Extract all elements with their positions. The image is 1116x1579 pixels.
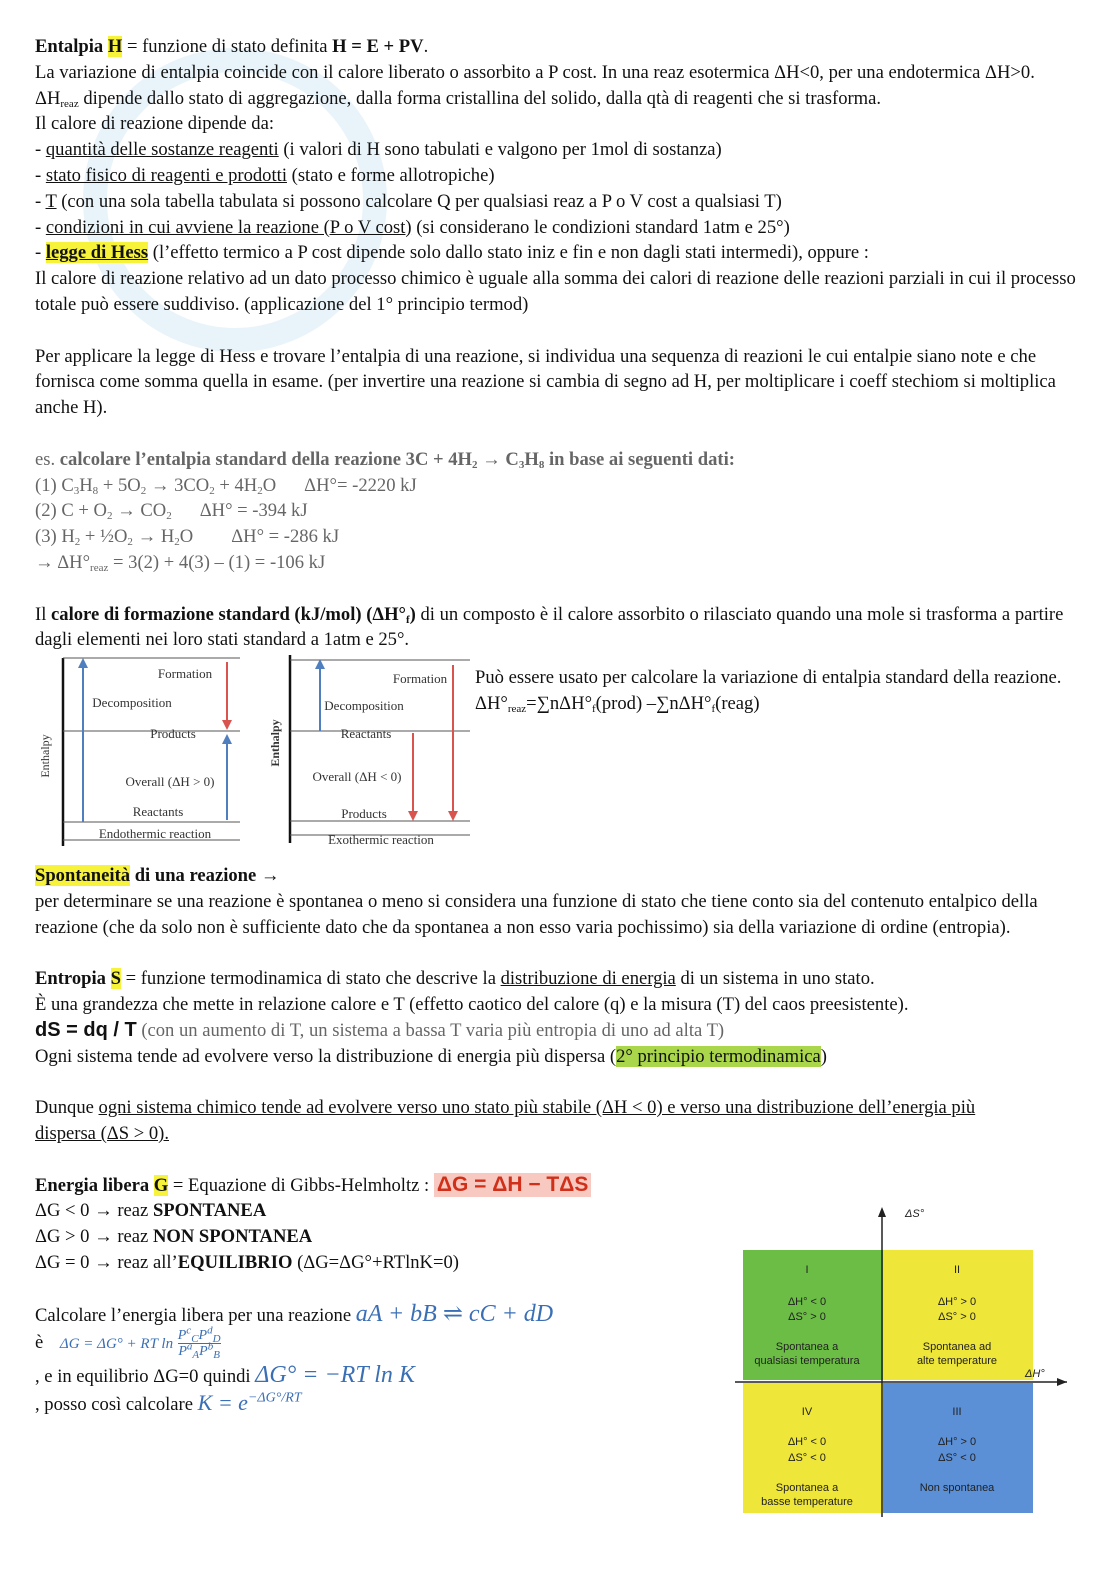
products-label: Products xyxy=(150,726,196,742)
entropy-definition: Entropia S = funzione termodinamica di stato che descrive la distribuzione di energia di un sistema in uno stato. xyxy=(35,968,875,990)
svg-text:ΔH° < 0: ΔH° < 0 xyxy=(787,1436,827,1448)
gibbs-calc-formula: è ΔG = ΔG° + RT ln $P^c_CP^d_D$ $P^a_AP^b_B$ xyxy=(35,1324,221,1362)
formation-label: Formation xyxy=(392,671,448,687)
x-axis-label: ΔH° xyxy=(1025,1368,1045,1380)
svg-text:ΔH° < 0: ΔH° < 0 xyxy=(787,1296,827,1308)
svg-text:ΔS° > 0: ΔS° > 0 xyxy=(788,1311,826,1323)
svg-text:Spontanea ad: Spontanea ad xyxy=(922,1341,992,1353)
svg-text:III: III xyxy=(952,1406,962,1418)
entropy-formula: dS = dq / T (con un aumento di T, un sistema a bassa T varia più entropia di uno ad alta T) xyxy=(35,1018,725,1041)
entropy-conclusion: Dunque ogni sistema chimico tende ad evolvere verso uno stato più stabile (ΔH < 0) e verso una distribuzione dell’energia più dispersa (ΔS > 0). xyxy=(35,1097,976,1145)
entropy-description: È una grandezza che mette in relazione calore e T (effetto caotico del calore (q) e la misura (T) del caos preesistente). xyxy=(35,994,909,1016)
enthalpy-variation: La variazione di entalpia coincide con il calore liberato o assorbito a P cost. In una reaz esotermica ΔH<0, per una endotermica ΔH>0. xyxy=(35,61,1035,83)
list-item: - T (con una sola tabella tabulata si possono calcolare Q per qualsiasi reaz a P o V cost a qualsiasi T) xyxy=(35,190,782,212)
reactants-label: Reactants xyxy=(340,726,392,742)
decomposition-label: Decomposition xyxy=(324,698,404,714)
enthalpy-axis-label: Enthalpy xyxy=(268,719,282,767)
svg-text:basse temperature: basse temperature xyxy=(761,1496,853,1508)
svg-text:ΔS° < 0: ΔS° < 0 xyxy=(788,1452,826,1464)
formation-figures xyxy=(35,653,1085,863)
gibbs-k-calc: , posso così calcolare $K = e^{-\Delta G^\circ/RT}$ xyxy=(35,1390,302,1416)
enthalpy-dependency: $\Delta H_{reaz}$ dipende dallo stato di aggregazione, dalla forma cristallina del solido, dalla qtà di reagenti che si trasforma. xyxy=(35,87,882,110)
svg-text:I: I xyxy=(805,1264,809,1276)
reaction-1: (1) $C_3H_8 + 5O_2 \to 3CO_2 + 4H_2O$ ΔH°= -2220 kJ xyxy=(35,474,417,497)
formation-definition: Il calore di formazione standard (kJ/mol) $(\Delta H^\circ_f)$ di un composto è il calore assorbito o rilasciato quando una mole si trasforma a partire dagli elementi nei loro stati standard a 1atm e 25°. xyxy=(35,603,1064,651)
svg-text:ΔS° > 0: ΔS° > 0 xyxy=(938,1311,976,1323)
exothermic-caption: Exothermic reaction xyxy=(328,832,434,848)
example-title: es. calcolare l’entalpia standard della reazione $3C + 4H_2 \to C_3H_8$ in base ai seguenti dati: xyxy=(35,448,735,471)
svg-text:Non spontanea: Non spontanea xyxy=(919,1482,995,1494)
formation-label: Formation xyxy=(157,666,213,682)
enthalpy-symbol: H xyxy=(107,36,123,57)
spontaneity-text: per determinare se una reazione è spontanea o meno si considera una funzione di stato che tiene conto sia del contenuto entalpico della reazione (che da solo non è sufficiente dato che da spontanea a non esso varia pochissimo) sia della variazione di ordine (entropia). xyxy=(35,890,1038,938)
overall-label: Overall (ΔH > 0) xyxy=(125,774,215,790)
gibbs-equilibrium: , e in equilibrio ΔG=0 quindi ΔG° = −RT ln K xyxy=(35,1362,415,1389)
hess-law-text: Il calore di reazione relativo ad un dato processo chimico è uguale alla somma dei calori di reazione delle reazioni parziali in cui il processo totale può essere suddiviso. (applicazione del 1° principio termod) xyxy=(35,268,1076,315)
products-label: Products xyxy=(341,806,387,822)
list-item-hess: - legge di Hess (l’effetto termico a P cost dipende solo dallo stato iniz e fin e non dagli stati intermedi), oppure : xyxy=(35,242,869,264)
svg-text:ΔH° > 0: ΔH° > 0 xyxy=(937,1436,977,1448)
reaction-2: (2) $C + O_2 \to CO_2$ ΔH° = -394 kJ xyxy=(35,500,308,523)
enthalpy-definition: Entalpia H = funzione di stato definita H = E + PV. xyxy=(35,36,429,57)
heat-intro: Il calore di reazione dipende da: xyxy=(35,113,275,135)
svg-text:alte temperature: alte temperature xyxy=(916,1355,998,1367)
svg-text:ΔH° > 0: ΔH° > 0 xyxy=(937,1296,977,1308)
overall-label: Overall (ΔH < 0) xyxy=(312,769,402,785)
svg-text:Spontanea a: Spontanea a xyxy=(775,1482,839,1494)
gibbs-formula: ΔG = ΔH − TΔS xyxy=(434,1173,591,1197)
gibbs-case-spontaneous: ΔG < 0 → reaz SPONTANEA xyxy=(35,1200,267,1222)
list-item: - stato fisico di reagenti e prodotti (stato e forme allotropiche) xyxy=(35,164,495,186)
endothermic-diagram xyxy=(35,656,250,851)
svg-text:qualsiasi temperatura: qualsiasi temperatura xyxy=(754,1355,860,1367)
endothermic-caption: Endothermic reaction xyxy=(98,826,212,842)
reactants-label: Reactants xyxy=(132,804,184,820)
second-law: Ogni sistema tende ad evolvere verso la distribuzione di energia più dispersa (2° principio termodinamica) xyxy=(35,1045,827,1067)
svg-text:II: II xyxy=(953,1264,961,1276)
example-result: → $\Delta H^\circ_{reaz} = 3(2) + 4(3) - (1) = -106$ kJ xyxy=(35,551,326,574)
svg-text:IV: IV xyxy=(801,1406,813,1418)
gibbs-definition: Energia libera G = Equazione di Gibbs-Helmholtz : ΔG = ΔH − TΔS xyxy=(35,1173,1085,1199)
gibbs-calc-intro: Calcolare l’energia libera per una reazione aA + bB ⇌ cC + dD xyxy=(35,1300,554,1327)
gibbs-case-nonspontaneous: ΔG > 0 → reaz NON SPONTANEA xyxy=(35,1226,313,1248)
exothermic-diagram xyxy=(268,653,475,848)
hess-application: Per applicare la legge di Hess e trovare l’entalpia di una reazione, si individua una sequenza di reazioni le cui entalpie siano note e che fornisca come somma quella in esame. (per invertire una reazione si cambia di segno ad H, per moltiplicare i coeff stechiom si moltiplica anche H). xyxy=(35,345,1056,419)
svg-text:Spontanea a: Spontanea a xyxy=(775,1341,839,1353)
decomposition-label: Decomposition xyxy=(92,695,172,711)
enthalpy-axis-label: Enthalpy xyxy=(38,734,52,778)
pressure-fraction: $P^c_CP^d_D$ $P^a_AP^b_B$ xyxy=(177,1324,221,1362)
reaction-3: (3) $H_2$ + $\frac{1}{2}O_2 \to H_2O$ ΔH° = -286 kJ xyxy=(35,526,340,549)
spontaneity-heading: Spontaneità di una reazione → xyxy=(35,865,280,887)
list-item: - quantità delle sostanze reagenti (i valori di H sono tabulati e valgono per 1mol di sostanza) xyxy=(35,139,722,161)
svg-text:ΔS° < 0: ΔS° < 0 xyxy=(938,1452,976,1464)
formation-usage: Può essere usato per calcolare la variazione di entalpia standard della reazione. $\Delta H^\circ_{reaz}=\sum n\Delta H^\circ_f(prod)$ $-\sum n\Delta H^\circ_f(reag)$ xyxy=(475,667,1062,715)
gibbs-quadrant-diagram xyxy=(735,1205,1075,1520)
y-axis-label: ΔS° xyxy=(905,1208,925,1220)
list-item: - condizioni in cui avviene la reazione (P o V cost) (si considerano le condizioni standard 1atm e 25°) xyxy=(35,216,790,238)
gibbs-case-equilibrium: ΔG = 0 → reaz all’EQUILIBRIO (ΔG=ΔG°+RTlnK=0) xyxy=(35,1252,459,1274)
